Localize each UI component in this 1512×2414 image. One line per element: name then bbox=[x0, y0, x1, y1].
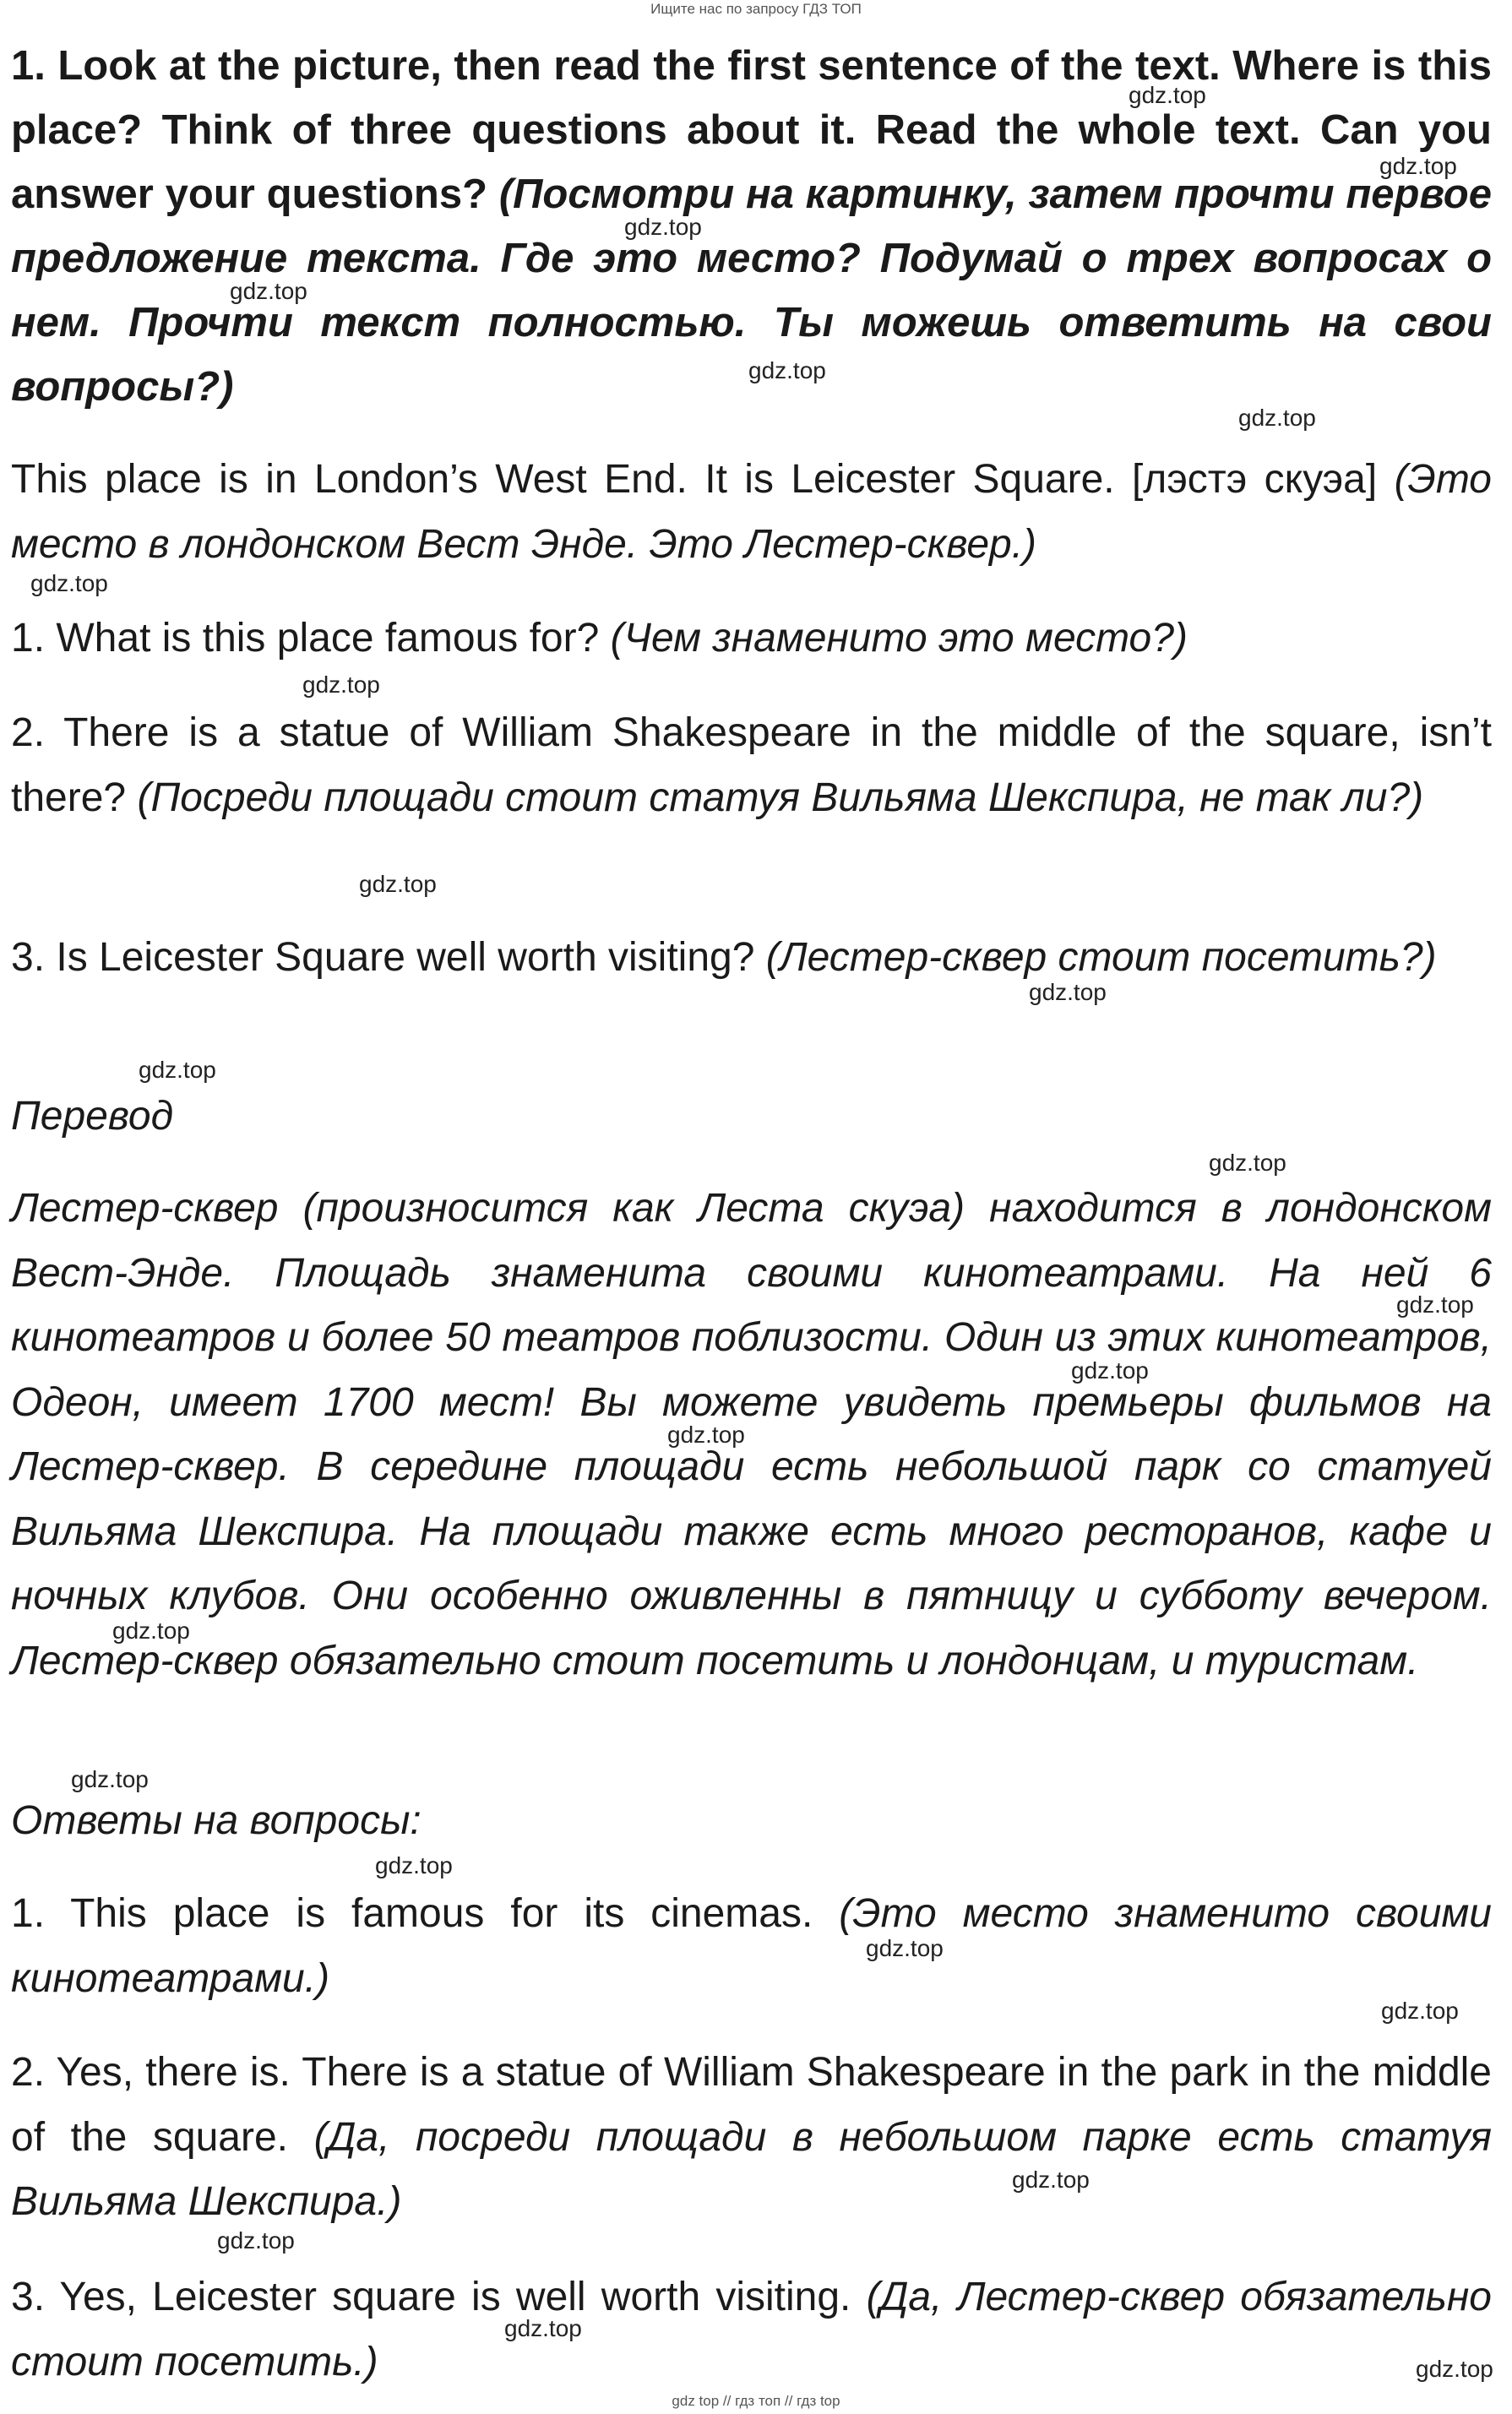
watermark: gdz.top bbox=[1416, 2356, 1493, 2382]
watermark: gdz.top bbox=[1029, 979, 1107, 1005]
watermark: gdz.top bbox=[217, 2227, 295, 2254]
answer-1-en: 1. This place is famous for its cinemas. bbox=[11, 1891, 813, 1936]
answer-3-en: 3. Yes, Leicester square is well worth visiting. bbox=[11, 2275, 851, 2319]
watermark: gdz.top bbox=[624, 214, 702, 240]
top-banner: Ищите нас по запросу ГДЗ ТОП bbox=[650, 1, 862, 17]
watermark: gdz.top bbox=[375, 1852, 453, 1878]
task-text-en: 1. Look at the picture, then read the first sentence of the text. Where is this place? Think of three questions about it. Read the whole text. Can you answer your questions? bbox=[11, 43, 1492, 217]
footer-watermark: gdz top // гдз топ // гдз top bbox=[672, 2393, 840, 2409]
answer-2 bbox=[11, 2041, 1492, 2235]
question-1-en: 1. What is this place famous for? bbox=[11, 616, 600, 661]
answer-3-ru: (Да, Лестер-сквер обязательно стоит посетить.) bbox=[11, 2275, 1493, 2384]
translation-body: Лестер-сквер (произносится как Леста скуэа) находится в лондонском Вест-Энде. Площадь знаменита своими кинотеатрами. На ней 6 кинотеатров и более 50 театров поблизости. Один из этих кинотеатров, Одеон, имеет 1700 мест! Вы можете увидеть премьеры фильмов на Лестер-сквер. В середине площади есть небольшой парк со статуей Вильяма Шекспира. На площади также есть много ресторанов, кафе и ночных клубов. Они особенно оживленны в пятницу и субботу вечером. Лестер-сквер обязательно стоит посетить и лондонцам, и туристам. bbox=[11, 1186, 1492, 1683]
intro-ru: (Это место в лондонском Вест Энде. Это Лестер-сквер.) bbox=[11, 457, 1492, 567]
answer-3 bbox=[11, 2265, 1492, 2395]
watermark: gdz.top bbox=[1071, 1357, 1149, 1384]
watermark: gdz.top bbox=[1381, 1998, 1459, 2024]
question-3 bbox=[11, 926, 1492, 991]
watermark: gdz.top bbox=[359, 871, 437, 897]
answer-1-ru: (Это место знаменито своими кинотеатрами.) bbox=[11, 1891, 1492, 2001]
answers-heading: Ответы на вопросы: bbox=[11, 1798, 422, 1843]
watermark: gdz.top bbox=[1238, 405, 1316, 431]
intro-en: This place is in London’s West End. It is Leicester Square. [лэстэ скуэа] bbox=[11, 457, 1378, 502]
question-1 bbox=[11, 606, 1492, 671]
watermark: gdz.top bbox=[71, 1766, 149, 1792]
question-2 bbox=[11, 701, 1492, 830]
watermark: gdz.top bbox=[1396, 1291, 1474, 1318]
answer-2-en: 2. Yes, there is. There is a statue of William Shakespeare in the park in the middle of the square. bbox=[11, 2050, 1492, 2160]
answer-2-ru: (Да, посреди площади в небольшом парке есть статуя Вильяма Шекспира.) bbox=[11, 2114, 1493, 2224]
watermark: gdz.top bbox=[30, 570, 108, 596]
watermark: gdz.top bbox=[1379, 153, 1457, 179]
watermark: gdz.top bbox=[1012, 2167, 1090, 2193]
watermark: gdz.top bbox=[1209, 1150, 1286, 1176]
question-1-ru: (Чем знаменито это место?) bbox=[610, 616, 1188, 661]
question-3-en: 3. Is Leicester Square well worth visiting? bbox=[11, 935, 755, 980]
task-text-ru: (Посмотри на картинку, затем прочти первое предложение текста. Где это место? Подумай о трех вопросах о нем. Прочти текст полностью. Ты можешь ответить на свои вопросы?) bbox=[11, 171, 1492, 410]
question-2-en: 2. There is a statue of William Shakespeare in the middle of the square, isn’t there? bbox=[11, 710, 1492, 820]
watermark: gdz.top bbox=[112, 1617, 190, 1644]
answer-1 bbox=[11, 1882, 1492, 2011]
intro-paragraph bbox=[11, 448, 1492, 577]
watermark: gdz.top bbox=[230, 278, 307, 304]
watermark: gdz.top bbox=[302, 671, 380, 698]
translation-heading: Перевод bbox=[11, 1094, 174, 1139]
watermark: gdz.top bbox=[1129, 82, 1206, 108]
watermark: gdz.top bbox=[667, 1422, 745, 1448]
question-2-ru: (Посреди площади стоит статуя Вильяма Шекспира, не так ли?) bbox=[137, 775, 1424, 820]
watermark: gdz.top bbox=[866, 1935, 944, 1961]
watermark: gdz.top bbox=[504, 2315, 582, 2341]
question-3-ru: (Лестер-сквер стоит посетить?) bbox=[765, 935, 1437, 980]
watermark: gdz.top bbox=[748, 357, 826, 383]
watermark: gdz.top bbox=[139, 1057, 216, 1083]
